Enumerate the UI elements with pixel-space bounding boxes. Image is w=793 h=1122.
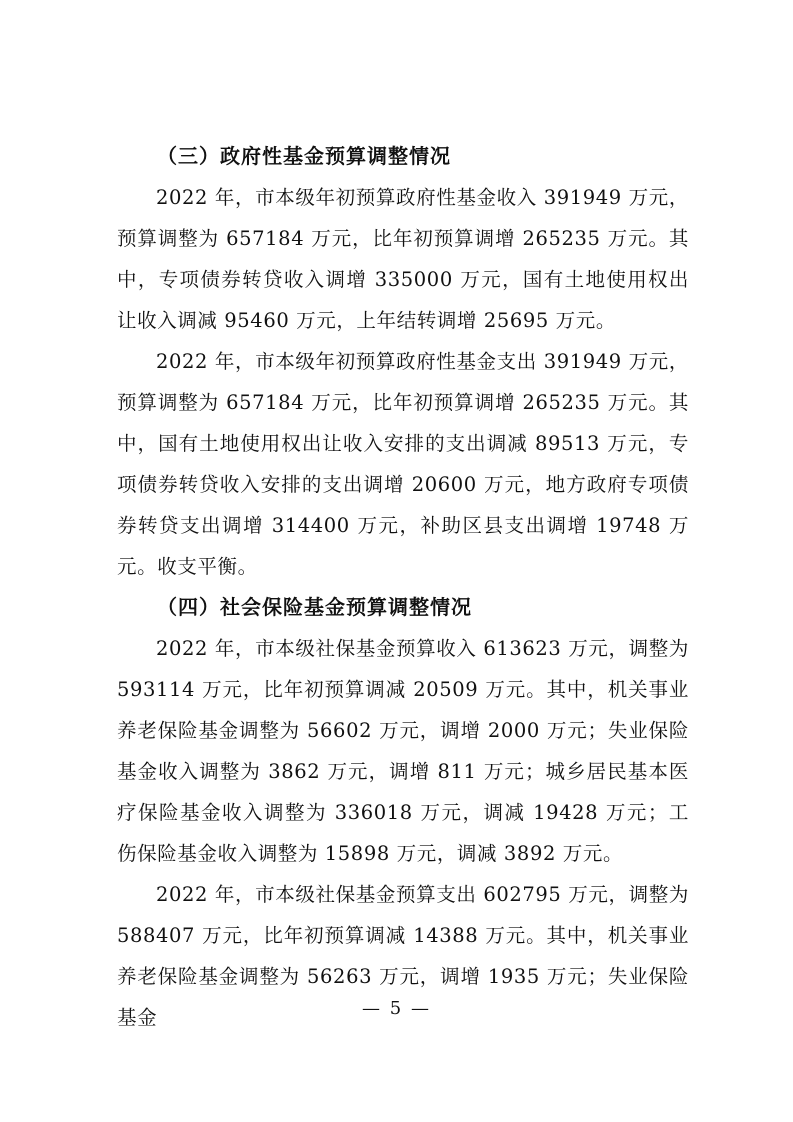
paragraph-social-insurance-expenditure: 2022 年，市本级社保基金预算支出 602795 万元，调整为 588407 万元，比年初预算调减 14388 万元。其中，机关事业养老保险基金调整为 56263 万元，调增 1935 万元；失业保险基金 <box>117 883 689 1029</box>
paragraph-gov-fund-revenue: 2022 年，市本级年初预算政府性基金收入 391949 万元，预算调整为 657184 万元，比年初预算调增 265235 万元。其中，专项债券转贷收入调增 335000 万元，国有土地使用权出让收入调减 95460 万元，上年结转调增 25695 万元。 <box>117 186 689 332</box>
paragraph-social-insurance-revenue: 2022 年，市本级社保基金预算收入 613623 万元，调整为 593114 万元，比年初预算调减 20509 万元。其中，机关事业养老保险基金调整为 56602 万元，调增 2000 万元；失业保险基金收入调整为 3862 万元，调增 811 万元；城乡居民基本医疗保险基金收入调整为 336018 万元，调减 19428 万元；工伤保险基金收入调整为 15898 万元，调减 3892 万元。 <box>117 637 689 865</box>
section-heading-gov-fund: （三）政府性基金预算调整情况 <box>157 144 451 168</box>
section-heading-social-insurance: （四）社会保险基金预算调整情况 <box>157 595 472 619</box>
page-number: — 5 — <box>362 998 431 1019</box>
paragraph-gov-fund-expenditure: 2022 年，市本级年初预算政府性基金支出 391949 万元，预算调整为 657184 万元，比年初预算调增 265235 万元。其中，国有土地使用权出让收入安排的支出调减 89513 万元，专项债券转贷收入安排的支出调增 20600 万元，地方政府专项债券转贷支出调增 314400 万元，补助区县支出调增 19748 万元。收支平衡。 <box>117 350 689 578</box>
document-body <box>117 136 689 1038</box>
